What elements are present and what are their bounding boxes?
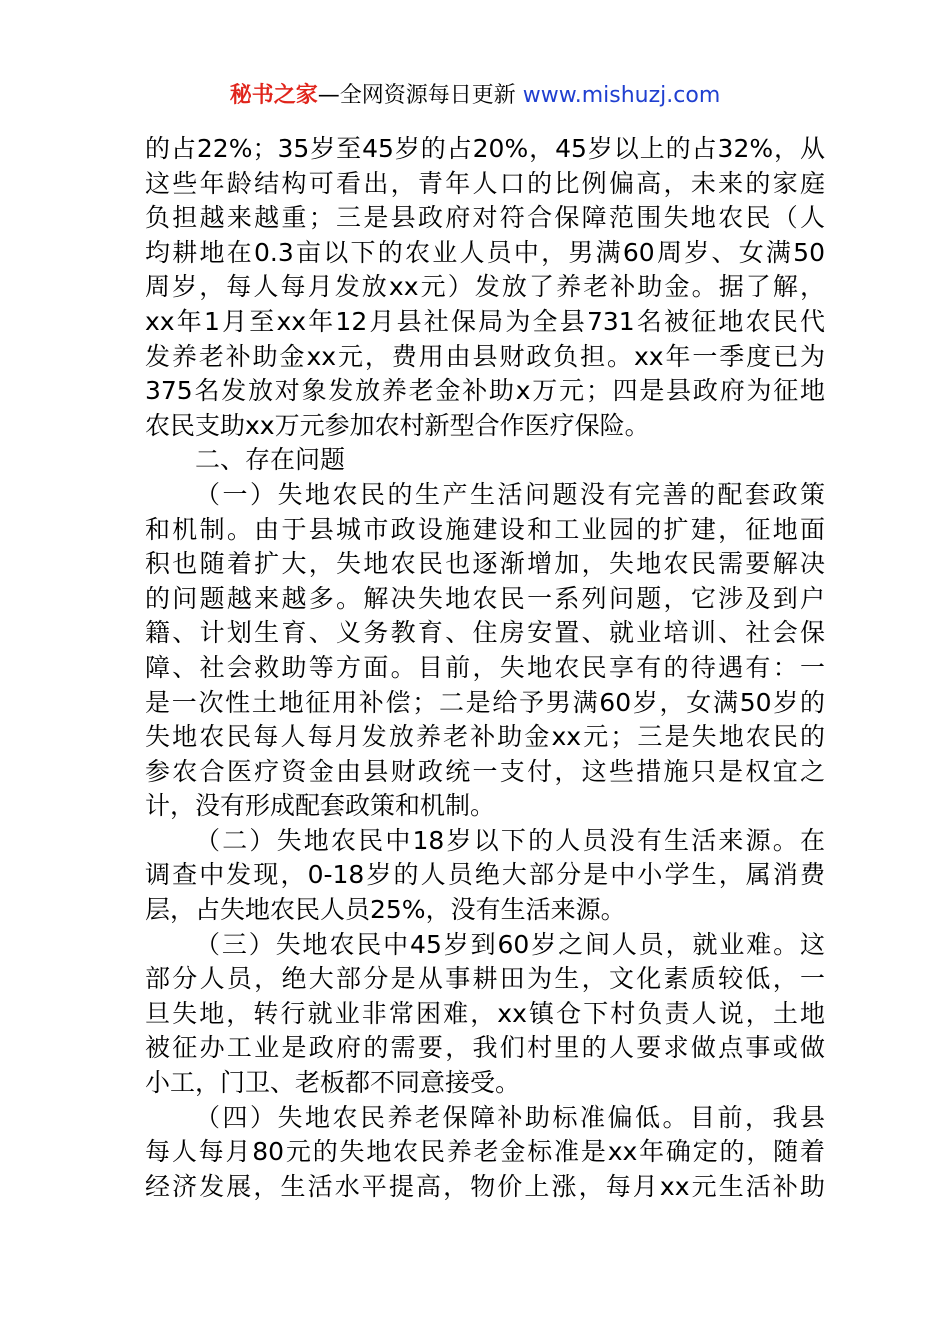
text-line: 周岁，每人每月发放xx元）发放了养老补助金。据了解， bbox=[145, 272, 825, 302]
text-line: 部分人员，绝大部分是从事耕田为生，文化素质较低，一 bbox=[145, 964, 825, 994]
text-line: 失地农民每人每月发放养老补助金xx元；三是失地农民的 bbox=[145, 722, 825, 752]
text-line: 参农合医疗资金由县财政统一支付，这些措施只是权宜之 bbox=[145, 756, 825, 786]
text-line: （一）失地农民的生产生活问题没有完善的配套政策 bbox=[195, 479, 825, 509]
text-line: 这些年龄结构可看出，青年人口的比例偏高，未来的家庭 bbox=[145, 168, 825, 198]
text-line: 和机制。由于县城市政设施建设和工业园的扩建，征地面 bbox=[145, 514, 825, 544]
text-line: 计，没有形成配套政策和机制。 bbox=[145, 791, 496, 821]
text-line: 障、社会救助等方面。目前，失地农民享有的待遇有：一 bbox=[145, 652, 825, 682]
text-line: （四）失地农民养老保障补助标准偏低。目前，我县 bbox=[195, 1102, 825, 1132]
brand-name: 秘书之家 bbox=[229, 83, 318, 108]
text-line: （二）失地农民中18岁以下的人员没有生活来源。在 bbox=[195, 825, 825, 855]
text-line: 经济发展，生活水平提高，物价上涨，每月xx元生活补助 bbox=[145, 1171, 825, 1201]
header-tagline: —全网资源每日更新 bbox=[317, 83, 523, 108]
text-line: 旦失地，转行就业非常困难，xx镇仓下村负责人说，土地 bbox=[145, 998, 825, 1028]
text-line: 层，占失地农民人员25%，没有生活来源。 bbox=[145, 895, 626, 925]
text-line: 每人每月80元的失地农民养老金标准是xx年确定的，随着 bbox=[145, 1137, 825, 1167]
text-line: 均耕地在0.3亩以下的农业人员中，男满60周岁、女满50 bbox=[145, 237, 825, 267]
site-url-link[interactable]: www.mishuzj.com bbox=[522, 83, 721, 108]
text-line: 农民支助xx万元参加农村新型合作医疗保险。 bbox=[145, 410, 650, 440]
text-line: 积也随着扩大，失地农民也逐渐增加，失地农民需要解决 bbox=[145, 549, 825, 579]
text-line: 的问题越来越多。解决失地农民一系列问题，它涉及到户 bbox=[145, 583, 825, 613]
text-line: 是一次性土地征用补偿；二是给予男满60岁，女满50岁的 bbox=[145, 687, 825, 717]
text-line: 小工，门卫、老板都不同意接受。 bbox=[145, 1068, 521, 1098]
text-line: 调查中发现，0-18岁的人员绝大部分是中小学生，属消费 bbox=[145, 860, 825, 890]
text-line: 二、存在问题 bbox=[195, 445, 346, 475]
document-body bbox=[145, 132, 825, 1204]
text-line: 发养老补助金xx元，费用由县财政负担。xx年一季度已为 bbox=[145, 341, 825, 371]
text-line: 375名发放对象发放养老金补助x万元；四是县政府为征地 bbox=[145, 376, 825, 406]
text-line: （三）失地农民中45岁到60岁之间人员，就业难。这 bbox=[195, 929, 825, 959]
text-line: 负担越来越重；三是县政府对符合保障范围失地农民（人 bbox=[145, 203, 825, 233]
text-line: xx年1月至xx年12月县社保局为全县731名被征地农民代 bbox=[145, 306, 825, 336]
text-line: 籍、计划生育、义务教育、住房安置、就业培训、社会保 bbox=[145, 618, 825, 648]
text-line: 被征办工业是政府的需要，我们村里的人要求做点事或做 bbox=[145, 1033, 825, 1063]
text-line: 的占22%；35岁至45岁的占20%，45岁以上的占32%，从 bbox=[145, 134, 825, 163]
site-header bbox=[0, 82, 950, 110]
